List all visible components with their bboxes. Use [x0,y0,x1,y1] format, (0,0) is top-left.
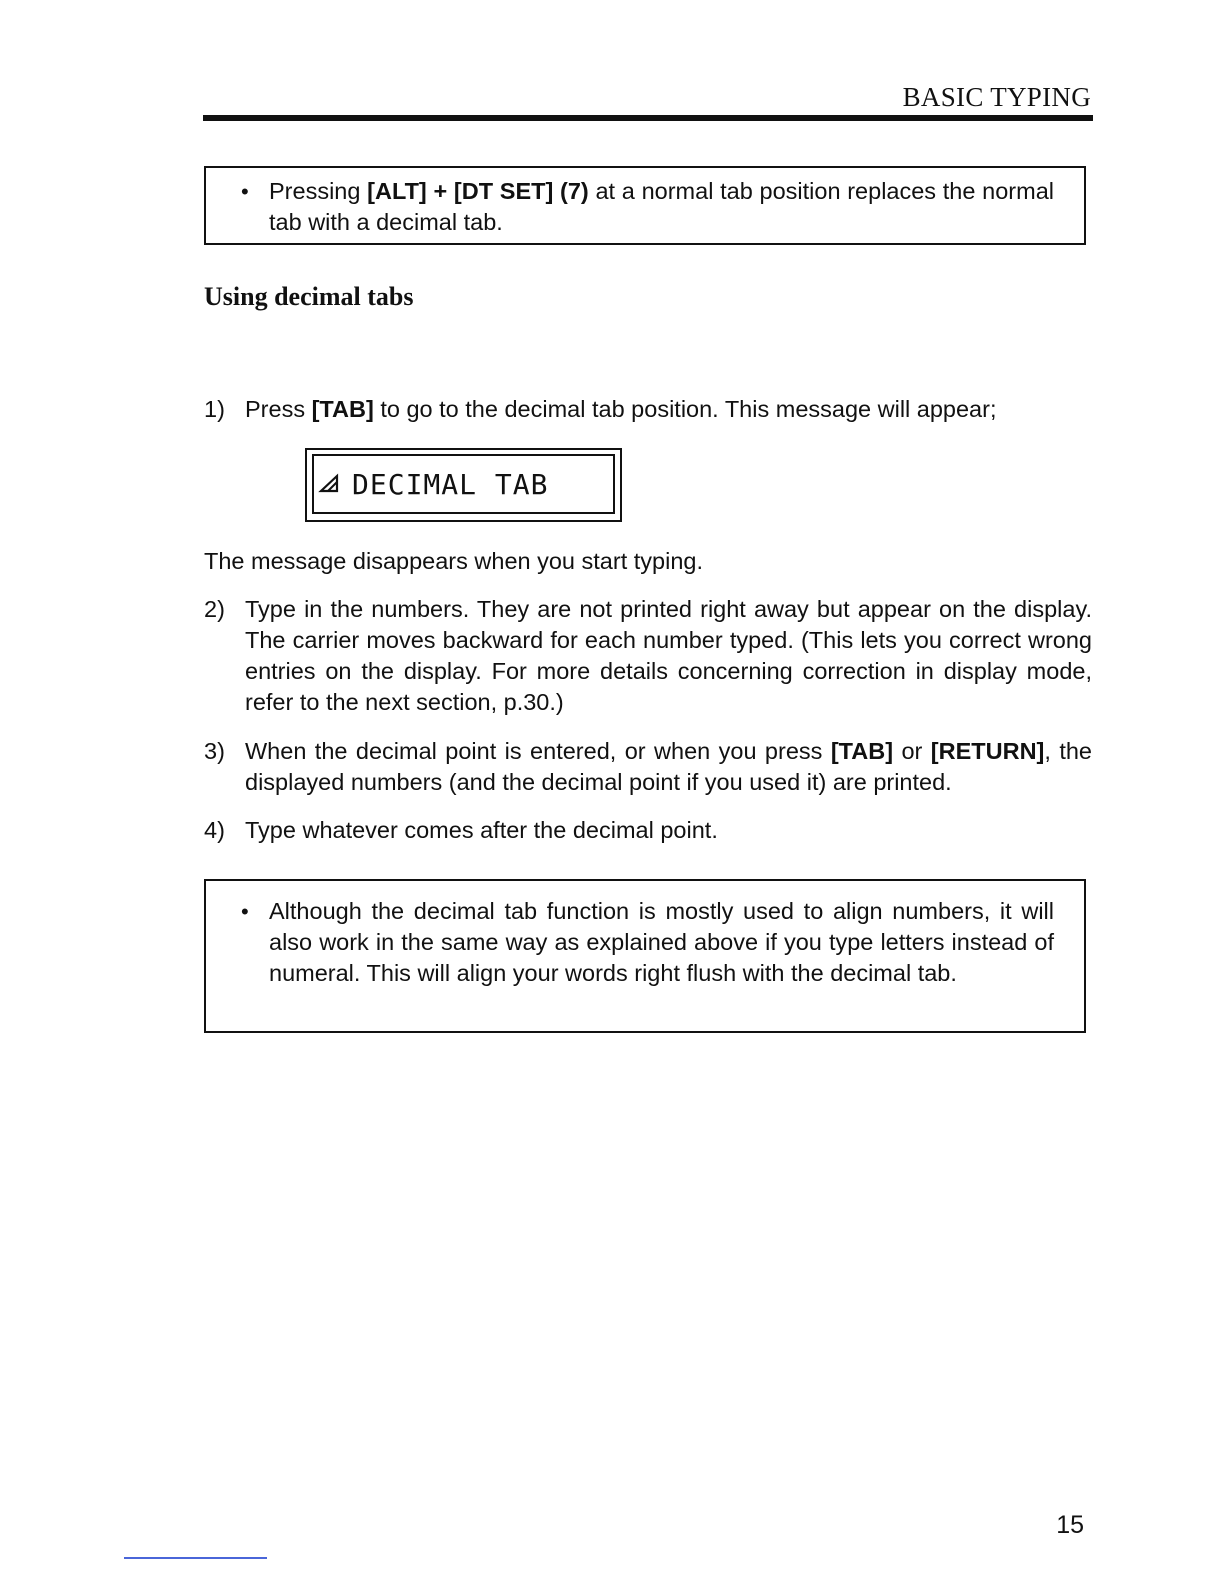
header-rule [203,115,1093,121]
decimal-tab-icon [318,472,340,494]
step-text: Type whatever comes after the decimal point. [245,817,718,843]
key-return: [RETURN] [930,738,1045,764]
key-alt: [ALT] [367,178,427,204]
bullet: • [241,899,249,924]
step-text: Press [TAB] to go to the decimal tab position. This message will appear; [245,396,997,422]
scan-edge-mark [124,1557,267,1559]
step-number: 1) [204,396,225,422]
page-header-title: BASIC TYPING [902,82,1091,112]
step-2 [204,594,1092,718]
bullet: • [241,179,249,204]
note-text: • Pressing [ALT] + [DT SET] (7) at a normal tab position replaces the normal tab with a decimal tab. [241,178,1054,235]
step-text: When the decimal point is entered, or when you press [TAB] or [RETURN], the displayed numbers (and the decimal point if you used it) are printed. [245,738,1092,795]
key-tab: [TAB] [830,738,894,764]
step-number: 4) [204,817,225,843]
step-text: Type in the numbers. They are not printed right away but appear on the display. The carrier moves backward for each number typed. (This lets you correct wrong entries on the display. For more details concerning correction in display mode, refer to the next section, p.30.) [245,596,1092,715]
note-text: • Although the decimal tab function is mostly used to align numbers, it will also work in the same way as explained above if you type letters instead of numeral. This will align your words right flush with the decimal tab. [241,898,1054,986]
key-tab: [TAB] [311,396,374,422]
lcd-display-text: DECIMAL TAB [352,468,549,501]
note-box-alt-dt-set [204,166,1086,245]
step-number: 3) [204,738,225,764]
lcd-display-inner [312,454,615,514]
step-3 [204,736,1092,798]
key-dt-set: [DT SET] (7) [453,178,589,204]
page-number: 15 [1056,1511,1084,1539]
note-box-letters [204,879,1086,1033]
step-1 [204,394,1092,425]
paragraph: The message disappears when you start typing. [204,548,703,574]
step-number: 2) [204,596,225,622]
section-heading: Using decimal tabs [204,282,414,311]
step-4 [204,815,1092,846]
lcd-display [305,448,622,522]
